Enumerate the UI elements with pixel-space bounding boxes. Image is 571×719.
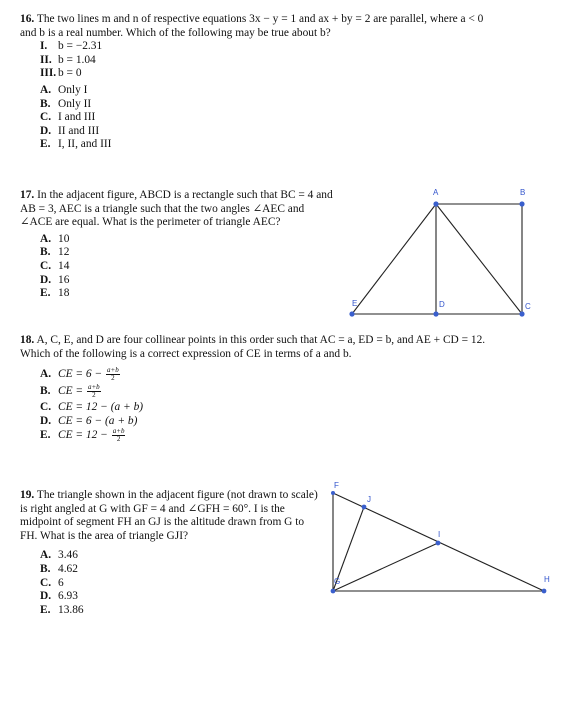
- point-e: [349, 311, 354, 316]
- fraction: $\frac{a+b}{2}$: [87, 383, 100, 400]
- option-a[interactable]: A. CE = 6 − $\frac{a+b}{2}$: [40, 366, 119, 383]
- question-17: [20, 189, 338, 301]
- statement-iii: III. b = 0: [40, 67, 82, 80]
- point-j: [362, 505, 367, 510]
- point-i: [436, 541, 441, 546]
- segment-gi: [333, 543, 438, 591]
- fraction: $\frac{a+b}{2}$: [107, 366, 119, 383]
- segment-ae: [352, 204, 436, 314]
- option-e[interactable]: E. 18: [40, 287, 70, 300]
- option-c[interactable]: C. 14: [40, 259, 70, 272]
- option-c[interactable]: C. 6: [40, 576, 64, 589]
- question-16-statements: [20, 40, 490, 81]
- question-19-options: [20, 549, 320, 617]
- option-b[interactable]: B. 4.62: [40, 562, 78, 575]
- segment-ac: [436, 204, 522, 314]
- question-17-number: 17.: [20, 189, 35, 201]
- option-e[interactable]: E. I, II, and III: [40, 138, 112, 151]
- question-19-text: The triangle shown in the adjacent figure (not drawn to scale) is right angled at G with GF = 4 and ∠GFH = 60°. I is the midpoint of segment FH an GJ is the altitude drawn from G to FH. What is the area of triangle GJI?: [20, 489, 318, 542]
- question-19-number: 19.: [20, 489, 35, 501]
- option-d[interactable]: D. 6.93: [40, 590, 78, 603]
- question-16-number: 16.: [20, 13, 35, 25]
- label-f: F: [334, 481, 339, 490]
- option-d[interactable]: D. II and III: [40, 124, 100, 137]
- label-b: B: [520, 188, 526, 197]
- question-19-stem: [20, 489, 320, 543]
- label-j: J: [367, 495, 371, 504]
- label-g: G: [334, 577, 341, 586]
- point-d: [433, 311, 438, 316]
- point-f: [331, 491, 335, 495]
- question-17-options: [20, 233, 338, 301]
- label-e: E: [352, 299, 358, 308]
- question-16-text: The two lines m and n of respective equations 3x − y = 1 and ax + by = 2 are parallel, where a < 0 and b is a real number. Which of the following may be true about b?: [20, 13, 484, 39]
- option-d[interactable]: D. CE = 6 − (a + b): [40, 414, 138, 427]
- question-18-stem: [20, 334, 490, 361]
- question-16-options: [20, 84, 490, 152]
- option-d[interactable]: D. 16: [40, 273, 70, 286]
- question-18: [20, 334, 490, 445]
- question-19: [20, 489, 320, 617]
- option-e[interactable]: E. 13.86: [40, 603, 84, 616]
- point-c: [519, 311, 524, 316]
- question-18-text: A, C, E, and D are four collinear points in this order such that AC = a, ED = b, and AE + CD = 12. Which of the following is a correct expression of CE in terms of a and b.: [20, 334, 486, 360]
- label-a: A: [433, 188, 439, 197]
- label-d: D: [439, 300, 445, 309]
- label-h: H: [544, 575, 550, 584]
- point-b: [519, 201, 524, 206]
- option-a[interactable]: A. 3.46: [40, 549, 78, 562]
- option-c[interactable]: C. CE = 12 − (a + b): [40, 401, 144, 414]
- option-a[interactable]: A. Only I: [40, 83, 88, 96]
- question-16-stem: [20, 13, 490, 40]
- statement-i: I. b = −2.31: [40, 40, 103, 53]
- point-g: [331, 589, 336, 594]
- fraction: $\frac{a+b}{2}$: [112, 427, 125, 444]
- label-i: I: [438, 530, 441, 539]
- question-16: [20, 13, 490, 152]
- statement-ii: II. b = 1.04: [40, 53, 96, 66]
- option-a[interactable]: A. 10: [40, 232, 70, 245]
- label-c: C: [525, 302, 531, 311]
- point-a: [433, 201, 438, 206]
- option-c[interactable]: C. I and III: [40, 111, 96, 124]
- question-18-options: [20, 367, 490, 445]
- option-b[interactable]: B. Only II: [40, 97, 92, 110]
- right-triangle-figure: [322, 480, 557, 600]
- option-b[interactable]: B. CE = $\frac{a+b}{2}$: [40, 383, 100, 400]
- point-h: [542, 589, 547, 594]
- option-b[interactable]: B. 12: [40, 246, 70, 259]
- rectangle-figure: [340, 185, 540, 325]
- question-17-stem: [20, 189, 338, 230]
- question-18-number: 18.: [20, 334, 35, 346]
- question-17-text: In the adjacent figure, ABCD is a rectangle such that BC = 4 and AB = 3, AEC is a triangle such that the two angles ∠AEC and ∠ACE are equal. What is the perimeter of triangle AEC?: [20, 189, 333, 229]
- option-e[interactable]: E. CE = 12 − $\frac{a+b}{2}$: [40, 427, 125, 444]
